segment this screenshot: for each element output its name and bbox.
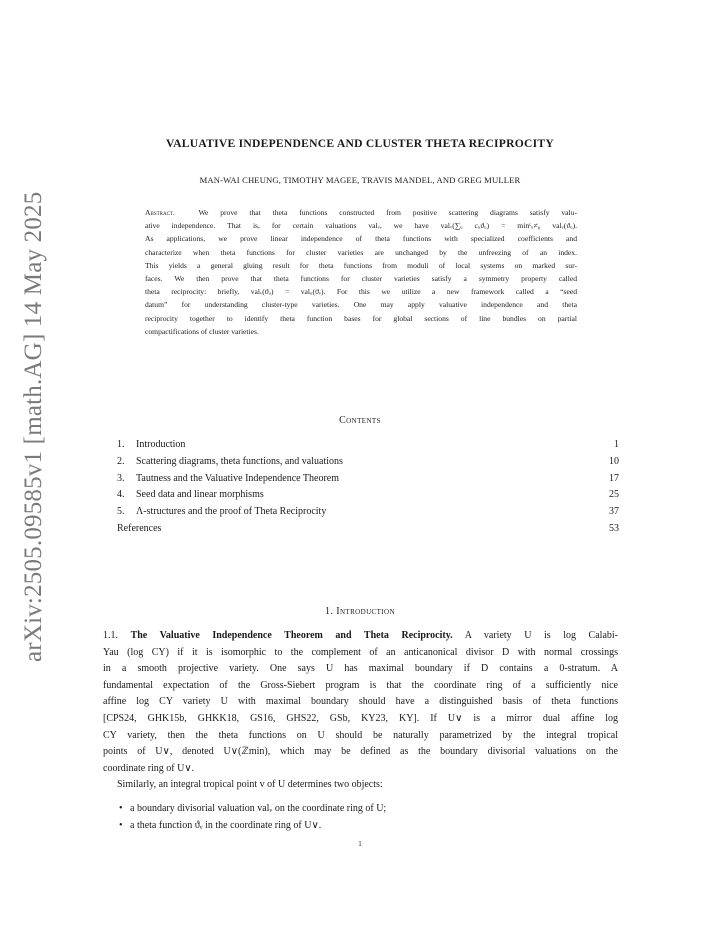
abstract-line: reciprocity together to identify theta function bases for global sections of line bundles on partial bbox=[145, 313, 577, 323]
subsection-title: The Valuative Independence Theorem and Theta Reciprocity. bbox=[130, 630, 453, 641]
abstract-line: theta reciprocity: briefly, valᵥ(ϑᵤ) = valᵤ(ϑᵥ). For this we utilize a new framework called a “seed bbox=[145, 287, 577, 297]
toc-label: References bbox=[117, 522, 162, 534]
toc-entry-seed-data[interactable] bbox=[117, 487, 619, 504]
toc-number: 2. bbox=[117, 455, 125, 467]
body-line: affine log CY variety U with maximal boundary should have a distinguished basis of theta functions bbox=[103, 696, 618, 708]
abstract-line: As applications, we prove linear independence of theta functions with specialized coefficients and bbox=[145, 234, 577, 244]
toc-number: 3. bbox=[117, 472, 125, 484]
abstract-heading: Abstract. bbox=[145, 208, 175, 217]
abstract-line: Abstract. We prove that theta functions constructed from positive scattering diagrams satisfy valu- bbox=[145, 208, 577, 217]
list-item: • a theta function ϑᵥ in the coordinate ring of U∨. bbox=[103, 818, 618, 835]
bullet-list bbox=[103, 801, 618, 834]
page-number: 1 bbox=[358, 840, 362, 848]
toc-label: Tautness and the Valuative Independence Theorem bbox=[136, 472, 340, 484]
body-line: Yau (log CY) if it is isomorphic to the complement of an anticanonical divisor D with normal crossings bbox=[103, 646, 618, 658]
list-item: • a boundary divisorial valuation valᵥ on the coordinate ring of U; bbox=[103, 801, 618, 818]
body-line: coordinate ring of U∨. bbox=[103, 762, 195, 774]
toc-entry-references[interactable] bbox=[117, 521, 619, 538]
toc-page: 1 bbox=[614, 439, 619, 450]
section-body bbox=[103, 628, 618, 834]
table-of-contents bbox=[117, 437, 619, 538]
abstract-line: faces. We then prove that theta functions for cluster varieties satisfy a symmetry property called bbox=[145, 274, 577, 284]
body-line: CY variety, then the theta functions on U should be naturally parametrized by the integral tropical bbox=[103, 729, 618, 741]
body-line: 1.1. The Valuative Independence Theorem and Theta Reciprocity. A variety U is log Calabi- bbox=[103, 630, 618, 641]
toc-page: 17 bbox=[609, 472, 619, 484]
toc-label: Λ-structures and the proof of Theta Reciprocity bbox=[136, 506, 327, 518]
citation-line: [CPS24, GHK15b, GHKK18, GS16, GHS22, GSb, KY23, KY]. If U∨ is a mirror dual affine log bbox=[103, 712, 618, 724]
body-line: in a smooth projective variety. One says U has maximal boundary if D contains a 0-stratum. A bbox=[103, 663, 618, 675]
toc-label: Seed data and linear morphisms bbox=[136, 489, 264, 501]
body-line: fundamental expectation of the Gross-Siebert program is that the coordinate ring of a sufficiently nice bbox=[103, 679, 618, 691]
section-heading: 1. Introduction bbox=[325, 606, 395, 617]
toc-page: 25 bbox=[609, 489, 619, 501]
abstract-line: ative independence. That is, for certain valuations valᵥ, we have valᵥ(∑ᵤ cᵤϑᵤ) = minᶜᵤ≠₀ valᵥ(ϑᵤ). bbox=[145, 221, 577, 231]
subsection-number: 1.1. bbox=[103, 630, 118, 641]
toc-entry-tautness[interactable] bbox=[117, 471, 619, 488]
paper-title: VALUATIVE INDEPENDENCE AND CLUSTER THETA RECIPROCITY bbox=[165, 137, 555, 150]
abstract-line: compactifications of cluster varieties. bbox=[145, 326, 259, 336]
abstract-line: This yields a general gluing result for theta functions from moduli of local systems on marked sur- bbox=[145, 260, 577, 270]
toc-entry-scattering-diagrams[interactable] bbox=[117, 454, 619, 471]
contents-heading: Contents bbox=[339, 415, 381, 426]
body-line: points of U∨, denoted U∨(ℤmin), which may be defined as the boundary divisorial valuations on the bbox=[103, 746, 618, 758]
toc-page: 53 bbox=[609, 522, 619, 534]
toc-number: 4. bbox=[117, 489, 125, 501]
body-line: Similarly, an integral tropical point v of U determines two objects: bbox=[117, 779, 383, 791]
abstract-line: datum” for understanding cluster-type varieties. One may apply valuative independence and theta bbox=[145, 300, 577, 310]
arxiv-identifier[interactable]: arXiv:2505.09585v1 [math.AG] 14 May 2025 bbox=[20, 191, 47, 662]
toc-entry-lambda-structures[interactable] bbox=[117, 504, 619, 521]
toc-label: Scattering diagrams, theta functions, and valuations bbox=[136, 455, 343, 467]
toc-number: 5. bbox=[117, 506, 125, 518]
toc-page: 37 bbox=[609, 506, 619, 518]
abstract-line: characterize when theta functions for cluster varieties are unchanged by the unfreezing of an index. bbox=[145, 247, 577, 257]
abstract bbox=[145, 206, 577, 338]
author-list: MAN-WAI CHEUNG, TIMOTHY MAGEE, TRAVIS MANDEL, AND GREG MULLER bbox=[199, 175, 521, 185]
toc-label: Introduction bbox=[136, 439, 186, 450]
toc-entry-introduction[interactable] bbox=[117, 437, 619, 454]
toc-number: 1. bbox=[117, 439, 125, 450]
toc-page: 10 bbox=[609, 455, 619, 467]
